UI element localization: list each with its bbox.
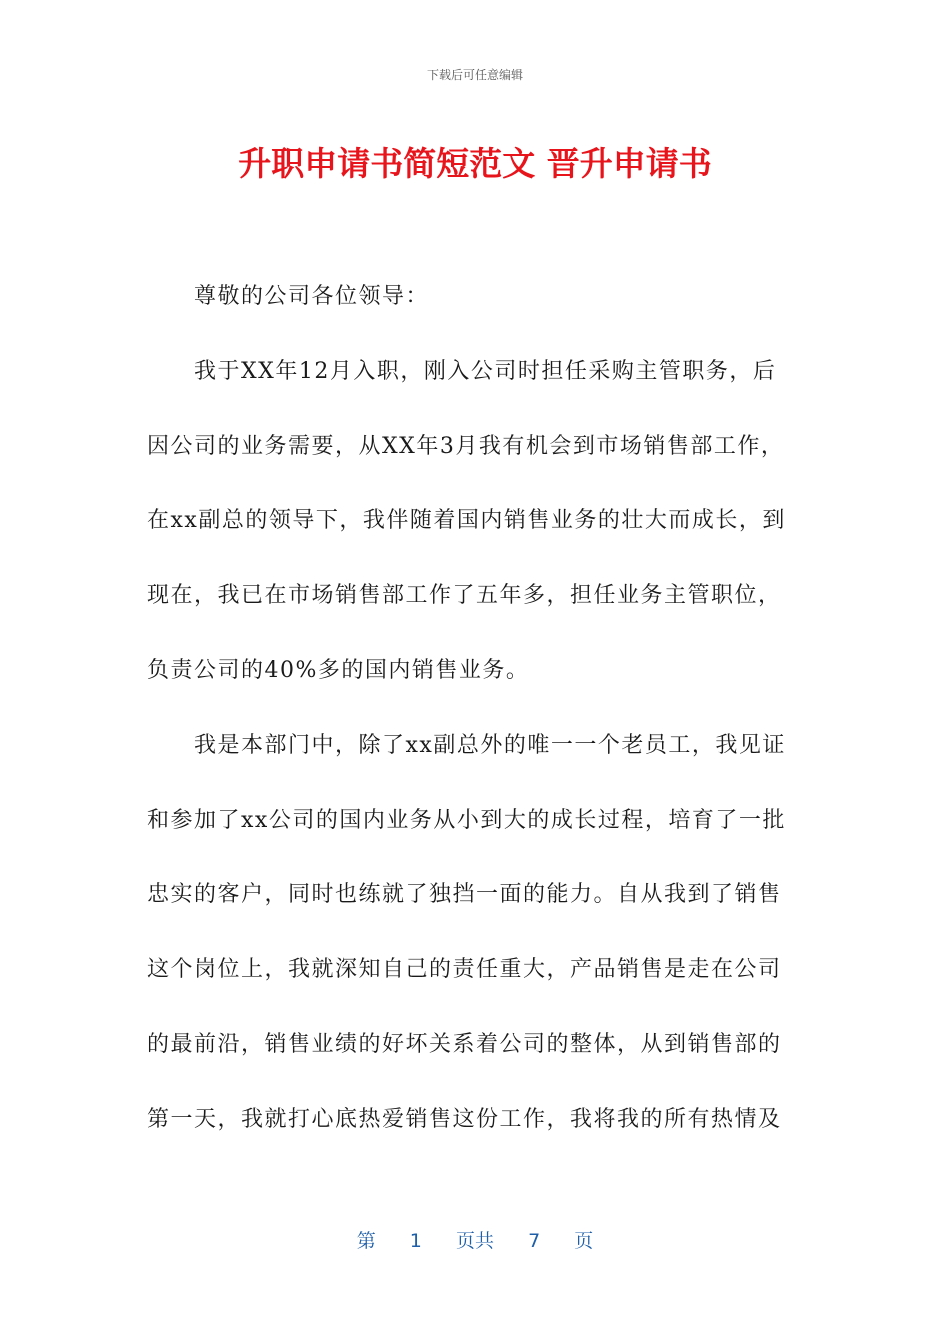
page-footer bbox=[0, 1226, 950, 1253]
footer-total-pages: 7 bbox=[528, 1230, 541, 1252]
paragraph-line: 现在，我已在市场销售部工作了五年多，担任业务主管职位， bbox=[147, 583, 782, 609]
paragraph-line: 第一天，我就打心底热爱销售这份工作，我将我的所有热情及 bbox=[147, 1106, 782, 1132]
paragraph-line: 忠实的客户，同时也练就了独挡一面的能力。自从我到了销售 bbox=[147, 882, 782, 908]
paragraph-line: 我于XX年12月入职，刚入公司时担任采购主管职务，后 bbox=[194, 358, 777, 384]
footer-prefix: 第 bbox=[356, 1230, 376, 1252]
paragraph-line: 我是本部门中，除了xx副总外的唯一一个老员工，我见证 bbox=[194, 732, 786, 758]
page-title: 升职申请书简短范文 晋升申请书 bbox=[238, 144, 712, 183]
footer-mid: 页共 bbox=[455, 1230, 494, 1252]
paragraph-line: 尊敬的公司各位领导： bbox=[194, 284, 430, 309]
paragraph-line: 的最前沿，销售业绩的好坏关系着公司的整体，从到销售部的 bbox=[147, 1031, 782, 1057]
footer-suffix: 页 bbox=[574, 1230, 594, 1252]
paragraph-line: 负责公司的40%多的国内销售业务。 bbox=[147, 657, 530, 683]
document-body bbox=[147, 272, 807, 1170]
footer-page-number: 1 bbox=[409, 1230, 422, 1252]
header-note: 下载后可任意编辑 bbox=[426, 68, 523, 82]
paragraph-line: 在xx副总的领导下，我伴随着国内销售业务的壮大而成长，到 bbox=[147, 508, 786, 534]
paragraph-line: 因公司的业务需要，从XX年3月我有机会到市场销售部工作， bbox=[147, 433, 785, 459]
paragraph-line: 和参加了xx公司的国内业务从小到大的成长过程，培育了一批 bbox=[147, 807, 786, 833]
paragraph-line: 这个岗位上，我就深知自己的责任重大，产品销售是走在公司 bbox=[147, 957, 782, 983]
